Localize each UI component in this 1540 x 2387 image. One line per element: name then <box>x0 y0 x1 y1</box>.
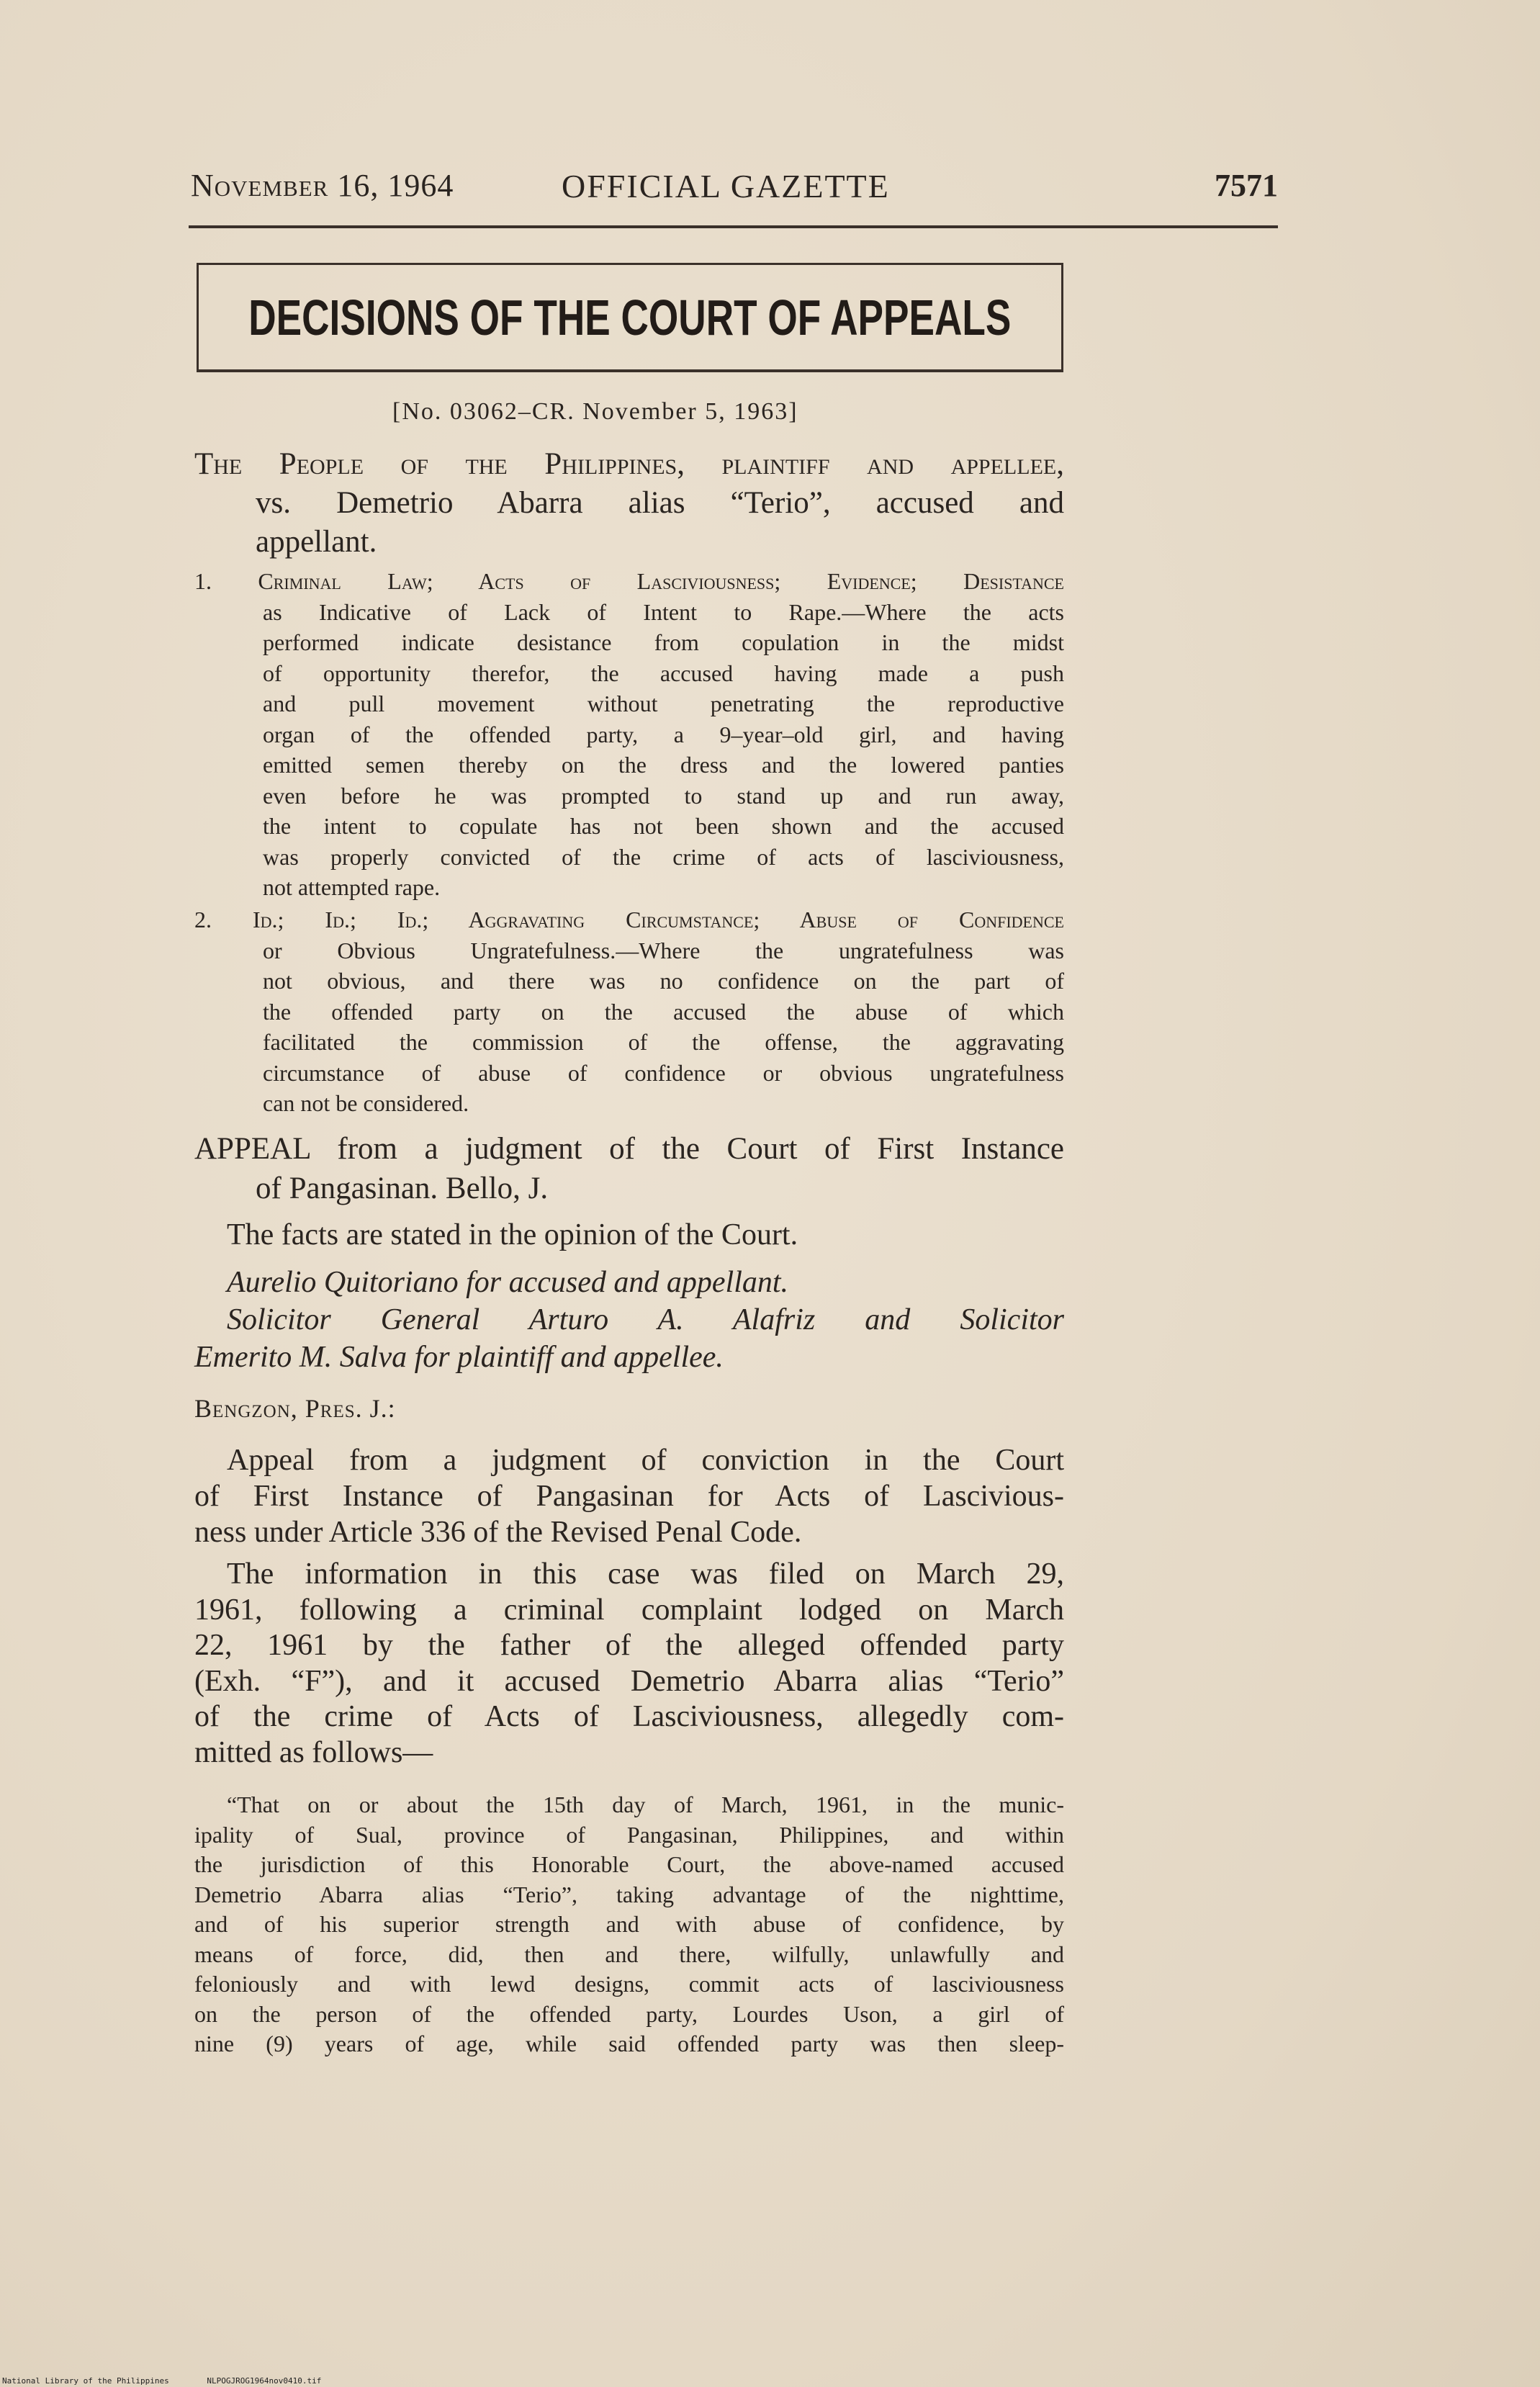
header-date: November 16, 1964 <box>191 168 454 203</box>
counsel-line: Aurelio Quitoriano for accused and appellant. <box>227 1266 789 1299</box>
syllabus-line: not obvious, and there was no confidence on the part of <box>263 968 1064 994</box>
opinion-paragraph-1 <box>194 1442 1064 1550</box>
parties-line: The People of the Philippines, plaintiff and appellee, <box>194 447 1064 481</box>
quote-line: means of force, did, then and there, wilfully, unlawfully and <box>194 1941 1064 1967</box>
syllabus-line: organ of the offended party, a 9–year–old girl, and having <box>263 721 1064 747</box>
syllabus-line: and pull movement without penetrating the reproductive <box>263 691 1064 716</box>
quote-line: feloniously and with lewd designs, commit acts of lasciviousness <box>194 1971 1064 1997</box>
counsel <box>194 1264 1064 1376</box>
syllabus-line: of opportunity therefor, the accused having made a push <box>263 660 1064 686</box>
paragraph-line: of First Instance of Pangasinan for Acts of Lascivious- <box>194 1480 1064 1513</box>
paragraph-line: 22, 1961 by the father of the alleged offended party <box>194 1629 1064 1662</box>
parties-line: vs. Demetrio Abarra alias “Terio”, accused and <box>256 486 1064 520</box>
running-header <box>191 167 1278 210</box>
quoted-information <box>194 1790 1064 2059</box>
syllabus-line: even before he was prompted to stand up and run away, <box>263 782 1064 809</box>
syllabus-line: circumstance of abuse of confidence or obvious ungratefulness <box>263 1059 1064 1086</box>
syllabus-line: not attempted rape. <box>263 874 441 900</box>
paragraph-line: (Exh. “F”), and it accused Demetrio Abarra alias “Terio” <box>194 1664 1064 1698</box>
case-parties <box>194 445 1064 562</box>
syllabus-line: 2. Id.; Id.; Id.; Aggravating Circumstance; Abuse of Confidence <box>194 907 1064 932</box>
syllabus-line: facilitated the commission of the offense, the aggravating <box>263 1029 1064 1055</box>
counsel-line: Solicitor General Arturo A. Alafriz and Solicitor <box>227 1303 1064 1336</box>
syllabus-line: emitted semen thereby on the dress and the lowered panties <box>263 752 1064 778</box>
quote-line: “That on or about the 15th day of March, 1961, in the munic- <box>227 1792 1064 1817</box>
appeal-statement <box>194 1129 1064 1208</box>
syllabus-2 <box>194 904 1064 1119</box>
ponente-line: Bengzon, Pres. J.: <box>194 1394 396 1423</box>
parties-line: appellant. <box>256 525 377 559</box>
quote-line: nine (9) years of age, while said offended party was then sleep- <box>194 2031 1064 2056</box>
scan-footer <box>2 2376 354 2386</box>
header-publication: OFFICIAL GAZETTE <box>562 168 890 204</box>
paragraph-line: of the crime of Acts of Lasciviousness, allegedly com- <box>194 1700 1064 1733</box>
quote-line: and of his superior strength and with abuse of confidence, by <box>194 1911 1064 1937</box>
appeal-line: APPEAL from a judgment of the Court of First Instance <box>194 1132 1064 1166</box>
paragraph-line: The information in this case was filed on March 29, <box>227 1557 1064 1591</box>
quote-line: on the person of the offended party, Lourdes Uson, a girl of <box>194 2000 1064 2027</box>
paragraph-line: ness under Article 336 of the Revised Penal Code. <box>194 1516 802 1549</box>
counsel-line: Emerito M. Salva for plaintiff and appellee. <box>194 1341 724 1374</box>
syllabus-1 <box>194 566 1064 903</box>
paragraph-line: mitted as follows— <box>194 1735 433 1769</box>
quote-line: the jurisdiction of this Honorable Court, the above-named accused <box>194 1851 1064 1877</box>
facts-line: The facts are stated in the opinion of the Court. <box>227 1218 798 1251</box>
syllabus-line: or Obvious Ungratefulness.—Where the ungratefulness was <box>263 937 1064 963</box>
quote-line: ipality of Sual, province of Pangasinan, Philippines, and within <box>194 1821 1064 1848</box>
syllabus-line: the offended party on the accused the abuse of which <box>263 998 1064 1025</box>
section-title-box <box>197 263 1063 372</box>
appeal-line: of Pangasinan. Bello, J. <box>256 1172 549 1205</box>
section-title: DECISIONS OF THE COURT OF APPEALS <box>248 289 1012 346</box>
syllabus-line: the intent to copulate has not been shown and the accused <box>263 813 1064 839</box>
syllabus-line: can not be considered. <box>263 1090 469 1116</box>
quote-line: Demetrio Abarra alias “Terio”, taking advantage of the nighttime, <box>194 1881 1064 1907</box>
paragraph-line: 1961, following a criminal complaint lodged on March <box>194 1593 1064 1627</box>
case-number: [No. 03062–CR. November 5, 1963] <box>392 398 798 425</box>
paragraph-line: Appeal from a judgment of conviction in the Court <box>227 1444 1064 1477</box>
header-rule <box>189 225 1278 228</box>
syllabus-line: 1. Criminal Law; Acts of Lasciviousness; Evidence; Desistance <box>194 568 1064 594</box>
page-number: 7571 <box>1215 168 1278 203</box>
opinion-paragraph-2 <box>194 1557 1064 1771</box>
syllabus-line: performed indicate desistance from copulation in the midst <box>263 629 1064 655</box>
syllabus-line: was properly convicted of the crime of acts of lasciviousness, <box>263 843 1064 870</box>
syllabus-line: as Indicative of Lack of Intent to Rape.—Where the acts <box>263 598 1064 625</box>
footer-filename: NLPOGJROG1964nov0410.tif <box>207 2376 322 2386</box>
footer-library: National Library of the Philippines <box>2 2376 169 2386</box>
